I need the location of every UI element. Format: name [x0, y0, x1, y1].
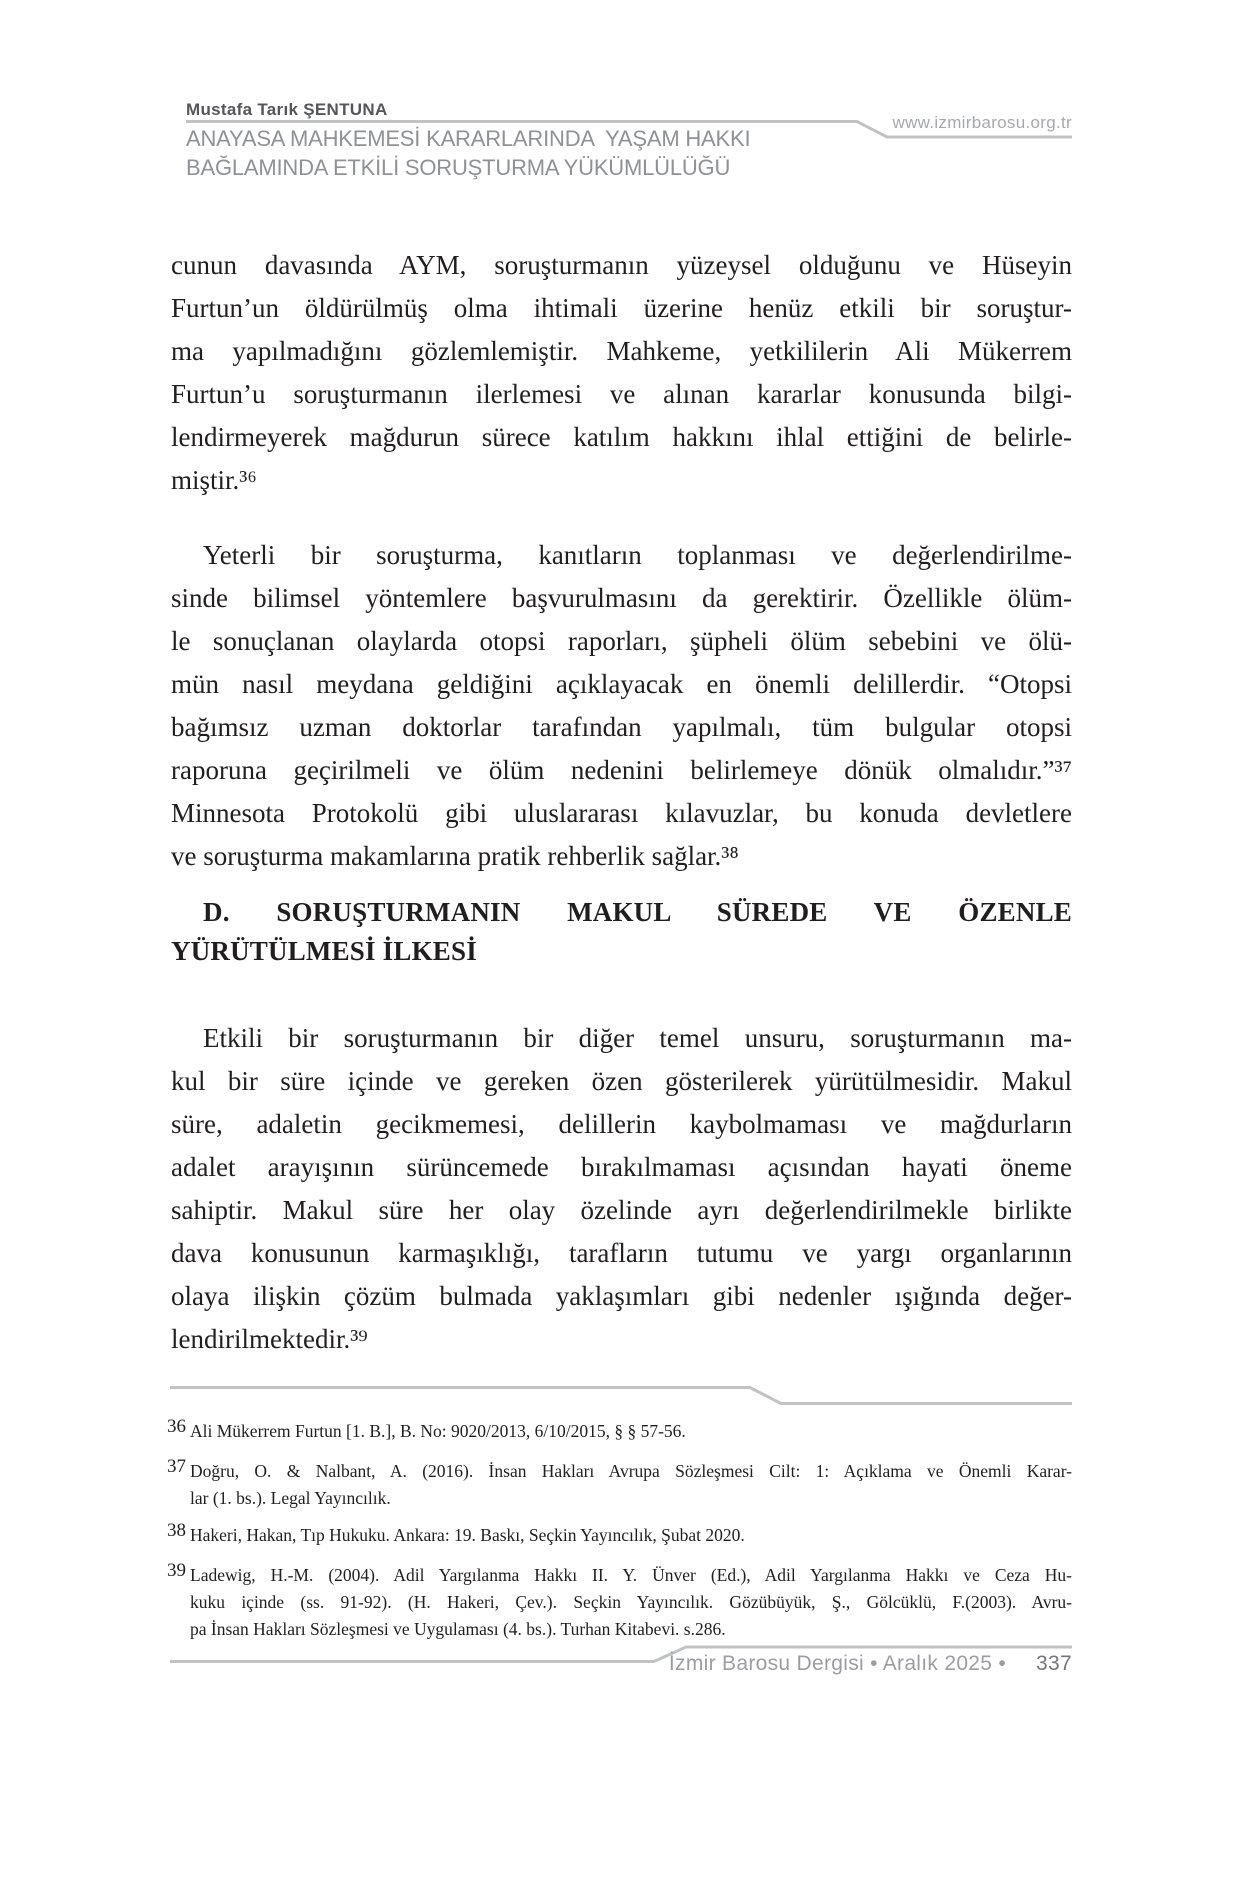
text-line: olaya ilişkin çözüm bulmada yaklaşımları gibi nedenler ışığında değer- — [171, 1281, 1072, 1311]
footnote-line: kuku içinde (ss. 91-92). (H. Hakeri, Çev.). Seçkin Yayıncılık. Gözübüyük, Ş., Gölcüklü, F.(2003). Avru- — [190, 1592, 1072, 1612]
footnote-line: Ladewig, H.-M. (2004). Adil Yargılanma Hakkı II. Y. Ünver (Ed.), Adil Yargılanma Hakkı ve Ceza Hu- — [190, 1565, 1072, 1585]
article-title-line2: BAĞLAMINDA ETKİLİ SORUŞTURMA YÜKÜMLÜLÜĞÜ — [186, 155, 731, 180]
footnotes-section — [167, 0, 1072, 1890]
author-name: Mustafa Tarık ŞENTUNA — [186, 100, 388, 119]
footnote-number: 38 — [167, 1520, 186, 1541]
text-line: kul bir süre içinde ve gereken özen gösterilerek yürütülmesidir. Makul — [171, 1066, 1072, 1096]
text-line: lendirmeyerek mağdurun sürece katılım hakkını ihlal ettiğini de belirle- — [171, 422, 1072, 452]
footnote-number: 39 — [167, 1560, 186, 1581]
text-line: Furtun’u soruşturmanın ilerlemesi ve alınan kararlar konusunda bilgi- — [171, 379, 1072, 409]
journal-info: İzmir Barosu Dergisi • Aralık 2025 • — [668, 1652, 1007, 1675]
text-line: Minnesota Protokolü gibi uluslararası kılavuzlar, bu konuda devletlere — [171, 798, 1072, 828]
footnote-line: Doğru, O. & Nalbant, A. (2016). İnsan Hakları Avrupa Sözleşmesi Cilt: 1: Açıklama ve Önemli Karar- — [190, 1461, 1072, 1481]
text-line: Etkili bir soruşturmanın bir diğer temel unsuru, soruşturmanın ma- — [203, 1023, 1072, 1053]
page-number: 337 — [1036, 1652, 1072, 1675]
text-line: cunun davasında AYM, soruşturmanın yüzeysel olduğunu ve Hüseyin — [171, 250, 1072, 280]
text-line: ma yapılmadığını gözlemlemiştir. Mahkeme, yetkililerin Ali Mükerrem — [171, 336, 1072, 366]
page-footer — [669, 1652, 1072, 1676]
website-url: www.izmirbarosu.org.tr — [892, 113, 1072, 132]
text-line: le sonuçlanan olaylarda otopsi raporları, şüpheli ölüm sebebini ve ölü- — [171, 626, 1072, 656]
footnote-line: lar (1. bs.). Legal Yayıncılık. — [190, 1488, 391, 1508]
text-line: Furtun’un öldürülmüş olma ihtimali üzerine henüz etkili bir soruştur- — [171, 293, 1072, 323]
text-line: D. SORUŞTURMANIN MAKUL SÜREDE VE ÖZENLE — [203, 897, 1072, 927]
text-line: ve soruşturma makamlarına pratik rehberlik sağlar.³⁸ — [171, 841, 739, 871]
text-line: dava konusunun karmaşıklığı, tarafların tutumu ve yargı organlarının — [171, 1238, 1072, 1268]
footnote-number: 36 — [167, 1416, 186, 1437]
text-line: adalet arayışının sürüncemede bırakılmaması açısından hayati öneme — [171, 1152, 1072, 1182]
footnote-line: pa İnsan Hakları Sözleşmesi ve Uygulaması (4. bs.). Turhan Kitabevi. s.286. — [190, 1619, 726, 1639]
text-line: süre, adaletin gecikmemesi, delillerin kaybolmaması ve mağdurların — [171, 1109, 1072, 1139]
footnote — [167, 1560, 1072, 1643]
text-line: sinde bilimsel yöntemlere başvurulmasını da gerektirir. Özellikle ölüm- — [171, 583, 1072, 613]
footnote-line: Ali Mükerrem Furtun [1. B.], B. No: 9020/2013, 6/10/2015, § § 57-56. — [190, 1421, 686, 1441]
footnote — [167, 1520, 1072, 1549]
text-line: bağımsız uzman doktorlar tarafından yapılmalı, tüm bulgular otopsi — [171, 712, 1072, 742]
text-line: Yeterli bir soruşturma, kanıtların toplanması ve değerlendirilme- — [203, 540, 1072, 570]
text-line: mün nasıl meydana geldiğini açıklayacak en önemli delillerdir. “Otopsi — [171, 669, 1072, 699]
footnote — [167, 1416, 1072, 1445]
article-title-line1: ANAYASA MAHKEMESİ KARARLARINDA YAŞAM HAKKI — [186, 126, 751, 151]
text-line: YÜRÜTÜLMESİ İLKESİ — [171, 936, 477, 966]
footnote-number: 37 — [167, 1456, 186, 1477]
text-line: sahiptir. Makul süre her olay özelinde ayrı değerlendirilmekle birlikte — [171, 1195, 1072, 1225]
text-line: lendirilmektedir.³⁹ — [171, 1324, 368, 1354]
text-line: raporuna geçirilmeli ve ölüm nedenini belirlemeye dönük olmalıdır.”³⁷ — [171, 755, 1072, 785]
footnote-line: Hakeri, Hakan, Tıp Hukuku. Ankara: 19. Baskı, Seçkin Yayıncılık, Şubat 2020. — [190, 1525, 745, 1545]
text-line: miştir.³⁶ — [171, 465, 257, 495]
footnote — [167, 1456, 1072, 1512]
